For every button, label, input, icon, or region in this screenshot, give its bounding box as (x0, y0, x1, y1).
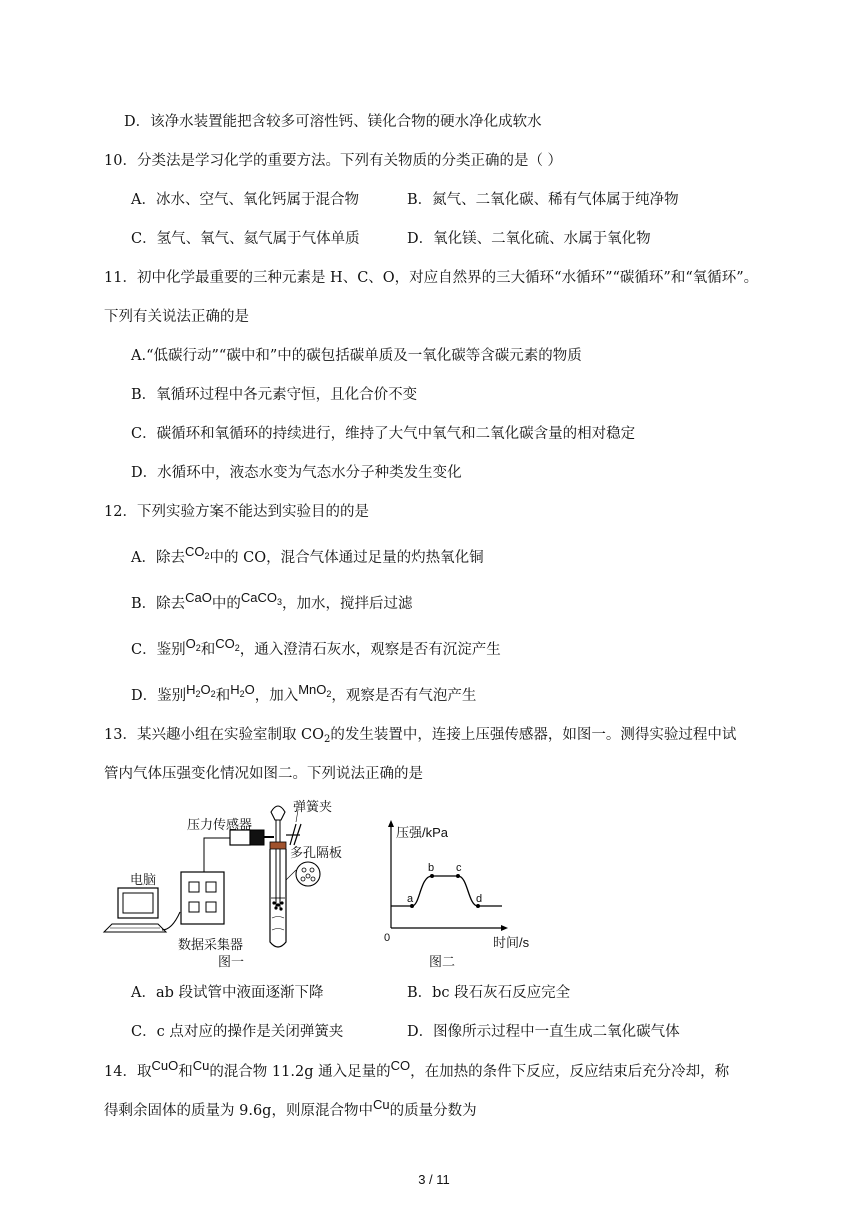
q12c-formula-1: $O_2$ (185, 636, 201, 653)
q14-formula-cu-2: Cu (372, 1097, 390, 1112)
q11-stem-line2: 下列有关说法正确的是 (104, 309, 249, 325)
porous-plate-icon (286, 862, 320, 886)
q11-option-a: A.“低碳行动”“碳中和”中的碳包括碳单质及一氧化碳等含碳元素的物质 (131, 348, 582, 364)
q13-option-d: D．图像所示过程中一直生成二氧化碳气体 (407, 1024, 680, 1040)
q12c-formula-2: $CO_2$ (215, 636, 240, 653)
q14-stem-line1: 14．取CuO和Cu的混合物 11.2g 通入足量的CO，在加热的条件下反应，反应结束后充分冷却，称 (104, 1058, 730, 1080)
q14-formula-cuo: CuO (151, 1058, 179, 1073)
data-collector-icon (181, 872, 224, 924)
point-d-label: d (476, 893, 483, 905)
q10-option-d: D．氧化镁、二氧化硫、水属于氧化物 (407, 231, 651, 247)
q9-option-d: D．该净水装置能把含较多可溶性钙、镁化合物的硬水净化成软水 (124, 114, 542, 130)
q12d-formula-1: $H_2O_2$ (186, 682, 216, 699)
q11-option-d: D．水循环中，液态水变为气态水分子种类发生变化 (131, 465, 462, 481)
q13-option-b: B．bc 段石灰石反应完全 (407, 985, 571, 1001)
data-collector-label: 数据采集器 (178, 938, 244, 953)
q10-option-b: B．氮气、二氧化碳、稀有气体属于纯净物 (407, 192, 679, 208)
porous-plate-label: 多孔隔板 (290, 846, 343, 861)
y-axis-label: 压强/kPa (396, 825, 449, 840)
q12-option-a (131, 544, 484, 572)
q14-formula-co: CO (390, 1058, 411, 1073)
point-c (456, 874, 460, 878)
figure-1-caption: 图一 (218, 955, 245, 970)
q13-option-c: C．c 点对应的操作是关闭弹簧夹 (131, 1024, 344, 1040)
computer-icon (104, 888, 166, 932)
computer-label: 电脑 (130, 873, 157, 888)
q12b-formula-1: CaO (185, 590, 212, 605)
q11-option-b: B．氧循环过程中各元素守恒，且化合价不变 (131, 387, 418, 403)
pressure-sensor-label: 压力传感器 (187, 818, 253, 833)
q11-stem-line1: 11．初中化学最重要的三种元素是 H、C、O，对应自然界的三大循环“水循环”“碳循环”和“氧循环”。 (104, 270, 759, 286)
page-number: 3 / 11 (418, 1172, 450, 1187)
test-tube-icon (270, 842, 286, 947)
q12a-text-1: A．除去 (131, 550, 185, 566)
q14-stem-line2: 得剩余固体的质量为 9.6g，则原混合物中Cu的质量分数为 (104, 1097, 477, 1119)
q12a-text-2: 中的 CO，混合气体通过足量的灼热氧化铜 (209, 550, 484, 566)
q13-stem-line2: 管内气体压强变化情况如图二。下列说法正确的是 (104, 766, 423, 782)
q14-formula-cu: Cu (192, 1058, 210, 1073)
point-b (430, 874, 434, 878)
point-b-label: b (428, 862, 435, 874)
q12-option-d: D．鉴别$H_2O_2$和$H_2O$，加入MnO$_2$，观察是否有气泡产生 (131, 682, 477, 704)
x-axis-label: 时间/s (493, 935, 530, 950)
q12d-formula-3: MnO$_2$ (298, 682, 332, 699)
q12-option-b: B．除去CaO中的CaCO$_3$，加水，搅拌后过滤 (131, 590, 413, 612)
point-a-label: a (407, 893, 414, 905)
q12-stem: 12．下列实验方案不能达到实验目的的是 (104, 504, 369, 520)
q10-option-c: C．氢气、氧气、氦气属于气体单质 (131, 231, 360, 247)
q12a-formula: $CO_2$ (184, 544, 210, 561)
q13-stem-line1: 13．某兴趣小组在实验室制取 $CO_2$的发生装置中，连接上压强传感器，如图一。测得实验过程中试 (104, 727, 737, 745)
q10-stem: 10．分类法是学习化学的重要方法。下列有关物质的分类正确的是（ ） (104, 153, 563, 169)
q11-option-c: C．碳循环和氧循环的持续进行，维持了大气中氧气和二氧化碳含量的相对稳定 (131, 426, 636, 442)
point-c-label: c (456, 862, 462, 874)
q12-option-c: C．鉴别$O_2$和$CO_2$，通入澄清石灰水，观察是否有沉淀产生 (131, 636, 501, 658)
q12b-formula-2: CaCO$_3$ (240, 590, 283, 607)
origin-label: 0 (384, 932, 391, 944)
spring-clip-label: 弹簧夹 (293, 800, 333, 815)
figure-2-caption: 图二 (429, 955, 456, 970)
q13-option-a: A．ab 段试管中液面逐渐下降 (131, 985, 324, 1001)
q12d-formula-2: $H_2O$ (230, 682, 255, 699)
q10-option-a: A．冰水、空气、氧化钙属于混合物 (131, 192, 359, 208)
